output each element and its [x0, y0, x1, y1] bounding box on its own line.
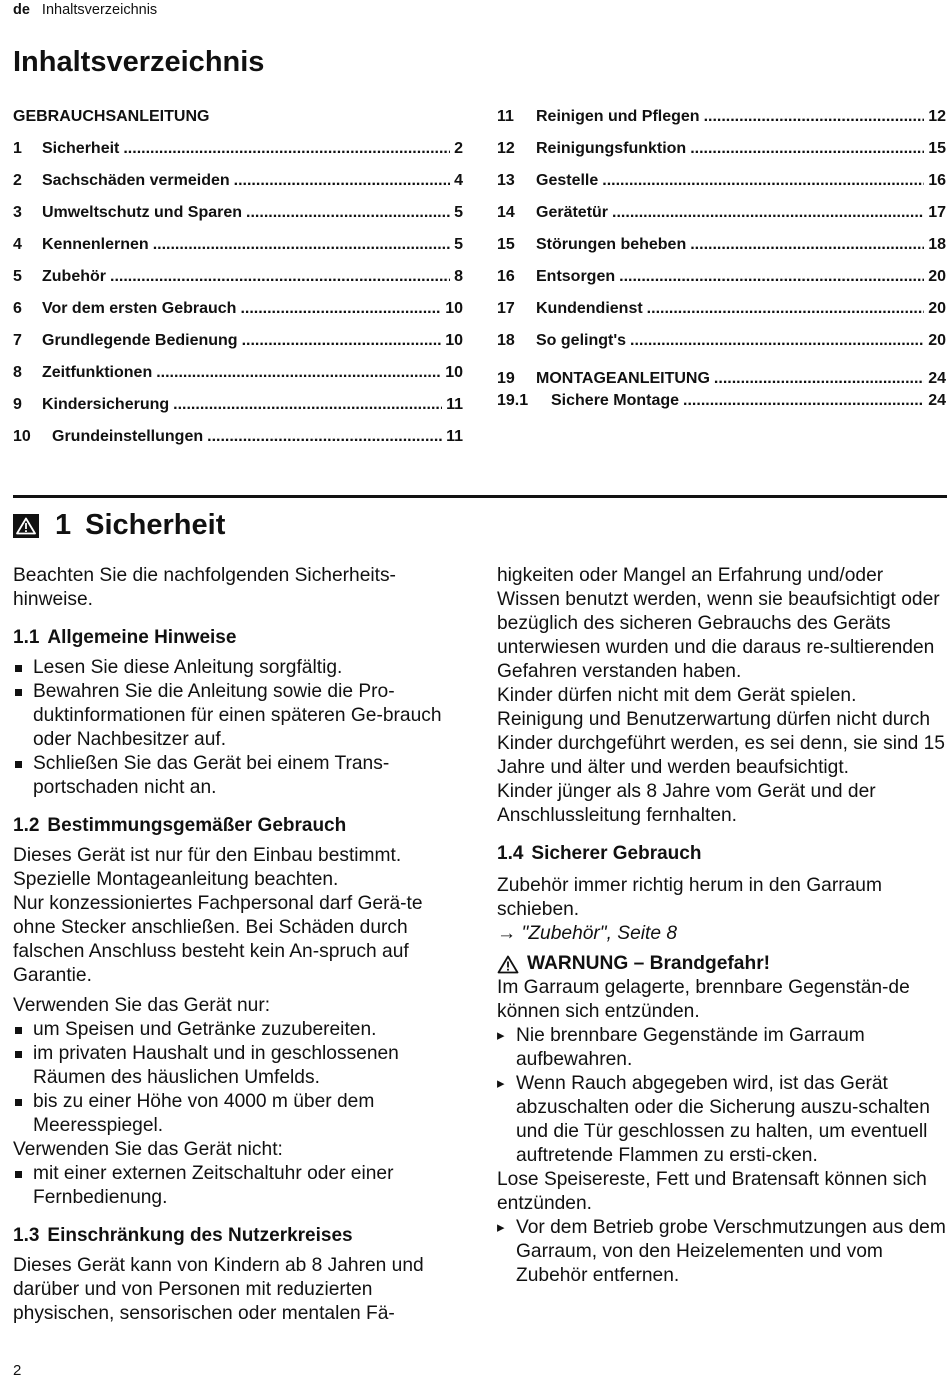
paragraph: Dieses Gerät kann von Kindern ab 8 Jahren und darüber und von Personen mit reduzierten physischen, sensorischen oder mentalen Fä- [13, 1255, 424, 1324]
left-text-column [13, 564, 468, 1326]
subsection-heading: 1.2 Bestimmungsgemäßer Gebrauch [13, 815, 347, 836]
list-item: bis zu einer Höhe von 4000 m über dem Meeresspiegel. [13, 1090, 468, 1138]
warning-triangle-icon [13, 514, 39, 538]
toc-entry[interactable]: 11 Reinigen und Pflegen ..... 12 [497, 106, 946, 127]
subsection-heading: 1.1 Allgemeine Hinweise [13, 627, 237, 648]
list-item: im privaten Haushalt und in geschlossenen Räumen des häuslichen Umfelds. [13, 1042, 468, 1090]
toc-entry[interactable]: 18 So gelingt's ..... 20 [497, 330, 946, 351]
toc-entry[interactable]: 13 Gestelle ..... 16 [497, 170, 946, 191]
toc-entry[interactable]: 14 Gerätetür ..... 17 [497, 202, 946, 223]
right-text-column [497, 564, 947, 1288]
paragraph: Verwenden Sie das Gerät nur: [13, 995, 271, 1016]
toc-entry[interactable]: 2 Sachschäden vermeiden ..... 4 [13, 170, 463, 191]
paragraph: higkeiten oder Mangel an Erfahrung und/oder Wissen benutzt werden, wenn sie beaufsichtigt oder bezüglich des sicheren Gebrauchs des Geräts unterwiesen wurden und die daraus re-sultierenden Gefahren verstanden haben. [497, 565, 940, 682]
section-divider [13, 495, 947, 498]
paragraph: Kinder dürfen nicht mit dem Gerät spielen. [497, 685, 857, 706]
warning-text: WARNUNG – Brandgefahr! [527, 953, 771, 974]
toc-title: Inhaltsverzeichnis [13, 46, 265, 78]
toc-entry[interactable]: 16 Entsorgen ..... 20 [497, 266, 946, 287]
running-header [13, 2, 157, 18]
toc-entry[interactable]: 12 Reinigungsfunktion ..... 15 [497, 138, 946, 159]
language-code: de [13, 2, 30, 18]
toc-entry[interactable]: 6 Vor dem ersten Gebrauch ..... 10 [13, 298, 463, 319]
paragraph: Dieses Gerät ist nur für den Einbau bestimmt. Spezielle Montageanleitung beachten. [13, 845, 402, 890]
toc-entry[interactable]: 17 Kundendienst ..... 20 [497, 298, 946, 319]
bullet-list [13, 656, 468, 800]
paragraph: Verwenden Sie das Gerät nicht: [13, 1139, 283, 1160]
toc-entry[interactable]: 15 Störungen beheben ..... 18 [497, 234, 946, 255]
bullet-list [13, 1018, 468, 1138]
list-item: mit einer externen Zeitschaltuhr oder einer Fernbedienung. [13, 1162, 468, 1210]
action-list [497, 1216, 947, 1288]
toc-left-column [13, 106, 463, 458]
list-item: ▸ Nie brennbare Gegenstände im Garraum aufbewahren. [497, 1024, 947, 1072]
cross-reference-link[interactable]: → "Zubehör", Seite 8 [497, 923, 678, 944]
paragraph: Nur konzessioniertes Fachpersonal darf Gerä-te ohne Stecker anschließen. Bei Schäden durch falschen Anschluss besteht kein An-spruch auf Garantie. [13, 893, 423, 986]
list-item: Bewahren Sie die Anleitung sowie die Pro-duktinformationen für einen späteren Ge-brauch oder Nachbesitzer auf. [13, 680, 468, 752]
paragraph: Zubehör immer richtig herum in den Garraum schieben. [497, 875, 882, 920]
running-header-title: Inhaltsverzeichnis [41, 2, 158, 18]
warning-heading [497, 952, 947, 976]
toc-entry[interactable]: 7 Grundlegende Bedienung ..... 10 [13, 330, 463, 351]
toc-entry[interactable]: 10 Grundeinstellungen ..... 11 [13, 426, 463, 447]
subsection-heading: 1.3 Einschränkung des Nutzerkreises [13, 1225, 353, 1246]
section-title [13, 509, 225, 542]
toc-entry[interactable]: 4 Kennenlernen ..... 5 [13, 234, 463, 255]
section-intro: Beachten Sie die nachfolgenden Sicherheits-hinweise. [13, 565, 396, 610]
toc-entry[interactable]: 5 Zubehör ..... 8 [13, 266, 463, 287]
toc-heading: GEBRAUCHSANLEITUNG [13, 108, 210, 125]
list-item: Schließen Sie das Gerät bei einem Trans-portschaden nicht an. [13, 752, 468, 800]
list-item: ▸ Vor dem Betrieb grobe Verschmutzungen aus dem Garraum, von den Heizelementen und vom Zubehör entfernen. [497, 1216, 947, 1288]
bullet-list [13, 1162, 468, 1210]
list-item: um Speisen und Getränke zuzubereiten. [13, 1018, 468, 1042]
toc-entry[interactable]: 3 Umweltschutz und Sparen ..... 5 [13, 202, 463, 223]
paragraph: Im Garraum gelagerte, brennbare Gegenstän-de können sich entzünden. [497, 977, 910, 1022]
toc-right-column [497, 106, 946, 422]
paragraph: Kinder jünger als 8 Jahre vom Gerät und der Anschlussleitung fernhalten. [497, 781, 876, 826]
toc-entry[interactable]: 8 Zeitfunktionen ..... 10 [13, 362, 463, 383]
paragraph: Lose Speisereste, Fett und Bratensaft können sich entzünden. [497, 1169, 927, 1214]
toc-entry[interactable]: 1 Sicherheit ..... 2 [13, 138, 463, 159]
toc-entry[interactable]: 9 Kindersicherung ..... 11 [13, 394, 463, 415]
list-item: ▸ Wenn Rauch abgegeben wird, ist das Gerät abzuschalten oder die Sicherung auszu-schalten und die Tür geschlossen zu halten, um eventuell auftretende Flammen zu ersti-cken. [497, 1072, 947, 1168]
toc-entry[interactable]: 19 MONTAGEANLEITUNG ..... 24 [497, 368, 946, 389]
section-title-text: Sicherheit [85, 509, 226, 541]
list-item: Lesen Sie diese Anleitung sorgfältig. [13, 656, 468, 680]
toc-entry[interactable]: 19.1 Sichere Montage ..... 24 [497, 390, 946, 411]
paragraph: Reinigung und Benutzerwartung dürfen nicht durch Kinder durchgeführt werden, es sei denn, sie sind 15 Jahre und älter und werden beaufsichtigt. [497, 709, 945, 778]
warning-triangle-icon [497, 955, 519, 974]
section-number: 1 [55, 509, 72, 541]
action-list [497, 1024, 947, 1168]
subsection-heading: 1.4 Sicherer Gebrauch [497, 843, 702, 864]
page-number: 2 [13, 1362, 22, 1379]
